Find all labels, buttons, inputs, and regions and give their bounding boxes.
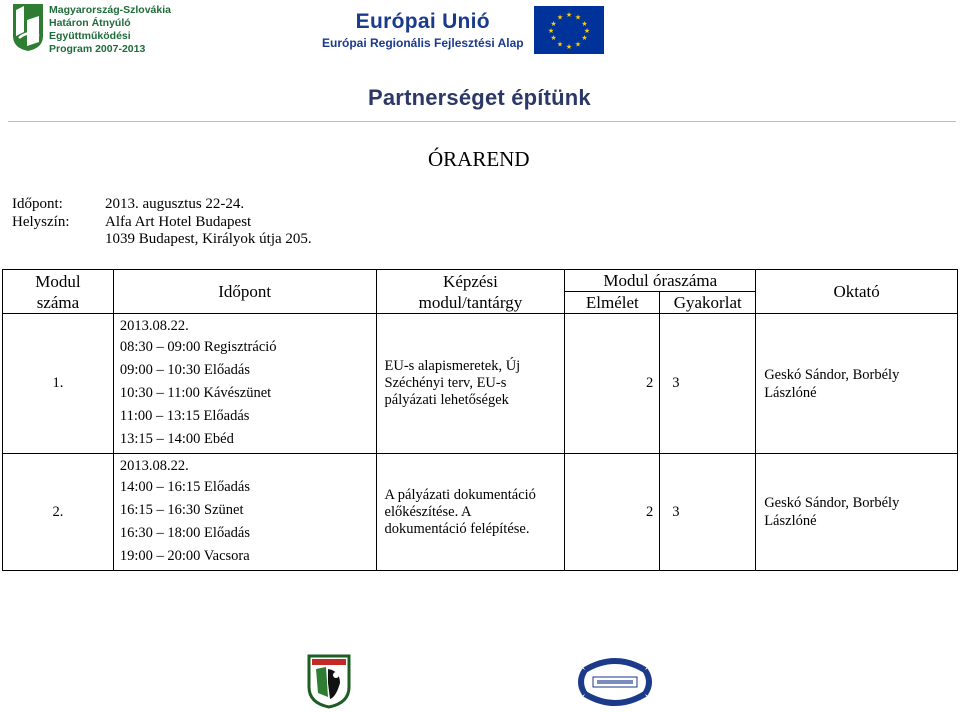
- modul-number: 2.: [3, 454, 114, 571]
- kompetencia-logo-icon: [575, 656, 655, 708]
- theory-hours: 2: [565, 454, 660, 571]
- header-modul: [3, 270, 114, 314]
- time-slot: 13:15 – 14:00 Ebéd: [119, 431, 234, 447]
- program-logo-line: Magyarország-Szlovákia: [49, 4, 171, 16]
- time-slot: 16:15 – 16:30 Szünet: [119, 502, 244, 518]
- page-title: ÓRAREND: [428, 147, 530, 171]
- table-row: [3, 314, 958, 454]
- svg-text:★: ★: [581, 20, 588, 28]
- header-divider: [8, 121, 956, 122]
- eu-title: Európai Unió: [355, 10, 490, 33]
- time-slot: 09:00 – 10:30 Előadás: [119, 362, 250, 378]
- time-slot: 14:00 – 16:15 Előadás: [119, 479, 250, 495]
- session-date: 2013.08.22.: [119, 318, 189, 334]
- program-shield-icon: [11, 2, 45, 52]
- emblem-logo-icon: [306, 653, 352, 709]
- svg-text:★: ★: [556, 40, 564, 49]
- practice-hours: 3: [660, 454, 756, 571]
- event-info: [12, 196, 312, 249]
- time-slot: 08:30 – 09:00 Regisztráció: [119, 339, 277, 355]
- svg-text:★: ★: [574, 40, 582, 49]
- time-slot: 11:00 – 13:15 Előadás: [119, 408, 250, 424]
- svg-text:★: ★: [581, 34, 588, 42]
- eu-subtitle: Európai Regionális Fejlesztési Alap: [322, 36, 524, 50]
- venue-address: 1039 Budapest, Királyok útja 205.: [105, 231, 312, 247]
- header-oraszam: Modul óraszáma: [565, 270, 756, 292]
- partner-slogan: Partnerséget építünk: [368, 85, 591, 110]
- svg-text:★: ★: [583, 27, 591, 35]
- modul-number: 1.: [3, 314, 114, 454]
- svg-text:★: ★: [565, 43, 573, 51]
- schedule-table: [2, 269, 958, 571]
- table-row: [3, 454, 958, 571]
- svg-text:★: ★: [565, 11, 573, 19]
- time-slot: 16:30 – 18:00 Előadás: [119, 525, 250, 541]
- instructor: Geskó Sándor, Borbély Lászlóné: [756, 314, 958, 454]
- svg-text:★: ★: [550, 34, 557, 42]
- date-value: 2013. augusztus 22-24.: [105, 196, 245, 212]
- instructor: Geskó Sándor, Borbély Lászlóné: [756, 454, 958, 571]
- header-kepzesi-line1: Képzési: [443, 271, 498, 291]
- venue-label: Helyszín:: [12, 213, 70, 230]
- time-slot: 19:00 – 20:00 Vacsora: [119, 548, 250, 564]
- module-subject: EU-s alapismeretek, Új Széchényi terv, EU-s pályázati lehetőségek: [376, 314, 565, 454]
- practice-hours: 3: [660, 314, 756, 454]
- schedule-times: [113, 314, 376, 454]
- header-idopont: Időpont: [113, 270, 376, 314]
- eu-logo-text: [322, 10, 524, 50]
- module-subject: A pályázati dokumentáció előkészítése. A dokumentáció felépítése.: [376, 454, 565, 571]
- venue-name: Alfa Art Hotel Budapest: [105, 213, 252, 230]
- date-label: Időpont:: [12, 196, 63, 212]
- header-elmelet: Elmélet: [565, 292, 660, 314]
- header-kepzesi-line2: modul/tantárgy: [418, 292, 523, 312]
- header-modul-line2: száma: [36, 292, 80, 312]
- svg-text:★: ★: [547, 27, 555, 35]
- svg-text:★: ★: [556, 13, 564, 22]
- header-gyakorlat: Gyakorlat: [660, 292, 756, 314]
- header-modul-line1: Modul: [35, 271, 81, 291]
- eu-flag-icon: [534, 6, 604, 54]
- program-logo: [11, 2, 211, 54]
- header-oktato: Oktató: [756, 270, 958, 314]
- program-logo-line: Határon Átnyúló Együttműködési: [49, 17, 131, 42]
- header-kepzesi: [376, 270, 565, 314]
- schedule-times: [113, 454, 376, 571]
- svg-text:★: ★: [550, 20, 557, 28]
- theory-hours: 2: [565, 314, 660, 454]
- svg-text:★: ★: [574, 13, 582, 22]
- program-logo-line: Program 2007-2013: [49, 43, 146, 55]
- session-date: 2013.08.22.: [119, 458, 189, 474]
- time-slot: 10:30 – 11:00 Kávészünet: [119, 385, 272, 401]
